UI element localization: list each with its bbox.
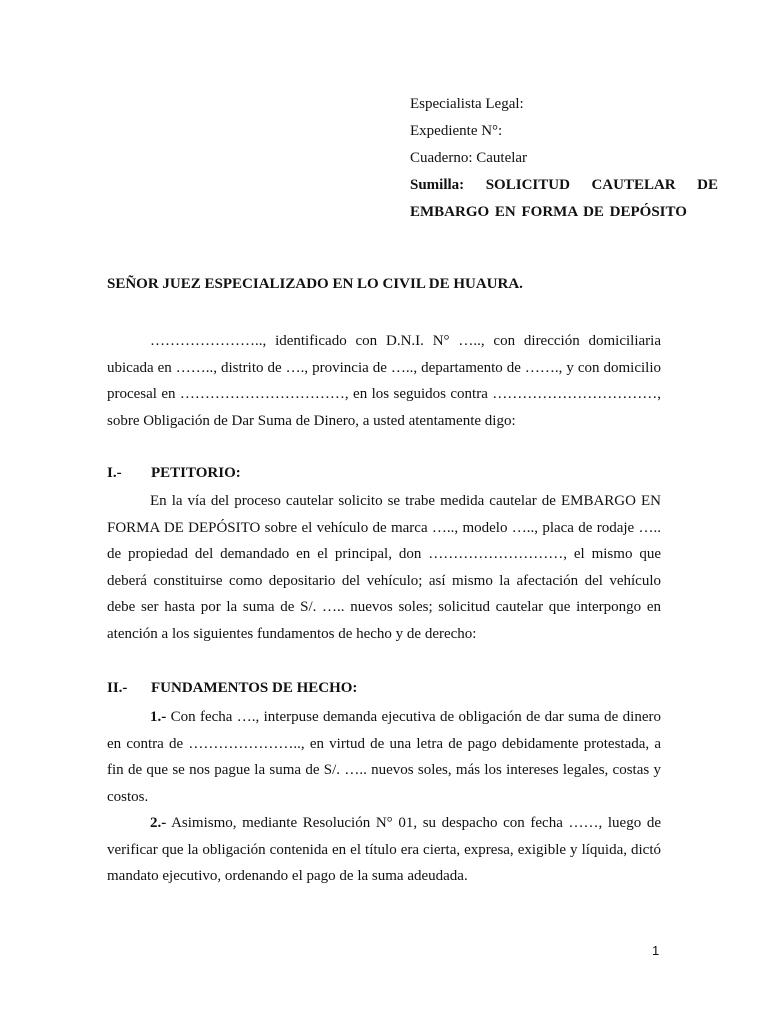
section-title: FUNDAMENTOS DE HECHO: — [151, 680, 358, 696]
section-fundamentos-heading — [107, 680, 357, 697]
fundamento-item-1 — [107, 704, 661, 810]
item-number: 1.- — [150, 709, 167, 725]
item-text: Asimismo, mediante Resolución N° 01, su despacho con fecha ……, luego de verificar que la obligación contenida en el título era cierta, expresa, exigible y líquida, dictó mandato ejecutivo, ordenando el pago de la suma adeudada. — [107, 815, 661, 884]
petitorio-text: En la vía del proceso cautelar solicito se trabe medida cautelar de EMBARGO EN FORMA DE DEPÓSITO sobre el vehículo de marca ….., modelo ….., placa de rodaje ….. de propiedad del demandado en el principal, don ………………………, el mismo que deberá constituirse como depositario del vehículo; así mismo la afectación del vehículo debe ser hasta por la suma de S/. ….. nuevos soles; solicitud cautelar que interpongo en atención a los siguientes fundamentos de hecho y de derecho: — [107, 493, 661, 642]
addressee-heading: SEÑOR JUEZ ESPECIALIZADO EN LO CIVIL DE HUAURA. — [107, 276, 523, 292]
section-petitorio-heading — [107, 465, 241, 482]
especialista-legal-line: Especialista Legal: — [410, 96, 524, 112]
intro-paragraph — [107, 328, 661, 434]
item-text: Con fecha …., interpuse demanda ejecutiva de obligación de dar suma de dinero en contra de ………………….., en virtud de una letra de pago debidamente protestada, a fin de que se nos pague la suma de S/. ….. nuevos soles, más los intereses legales, costas y costos. — [107, 709, 661, 805]
petitorio-paragraph — [107, 488, 661, 647]
fundamento-item-text — [107, 704, 661, 810]
section-number: II.- — [107, 680, 128, 696]
sumilla-text: SOLICITUD CAUTELAR DE EMBARGO EN FORMA DE DEPÓSITO — [410, 177, 718, 220]
case-header — [410, 91, 718, 226]
cuaderno-line: Cuaderno: Cautelar — [410, 150, 528, 166]
page-number: 1 — [652, 943, 660, 958]
fundamento-item-text — [107, 810, 661, 890]
fundamento-item-2 — [107, 810, 661, 890]
sumilla — [410, 172, 718, 226]
sumilla-label: Sumilla: — [410, 177, 465, 193]
intro-text: ………………….., identificado con D.N.I. N° ….., con dirección domiciliaria ubicada en …….., distrito de …., provincia de ….., departamento de ……., y con domicilio procesal en ……………………………, en los seguidos contra ……………………………, sobre Obligación de Dar Suma de Dinero, a usted atentamente digo: — [107, 333, 661, 429]
item-number: 2.- — [150, 815, 167, 831]
section-title: PETITORIO: — [151, 465, 241, 481]
expediente-line: Expediente N°: — [410, 123, 503, 139]
section-number: I.- — [107, 465, 122, 481]
